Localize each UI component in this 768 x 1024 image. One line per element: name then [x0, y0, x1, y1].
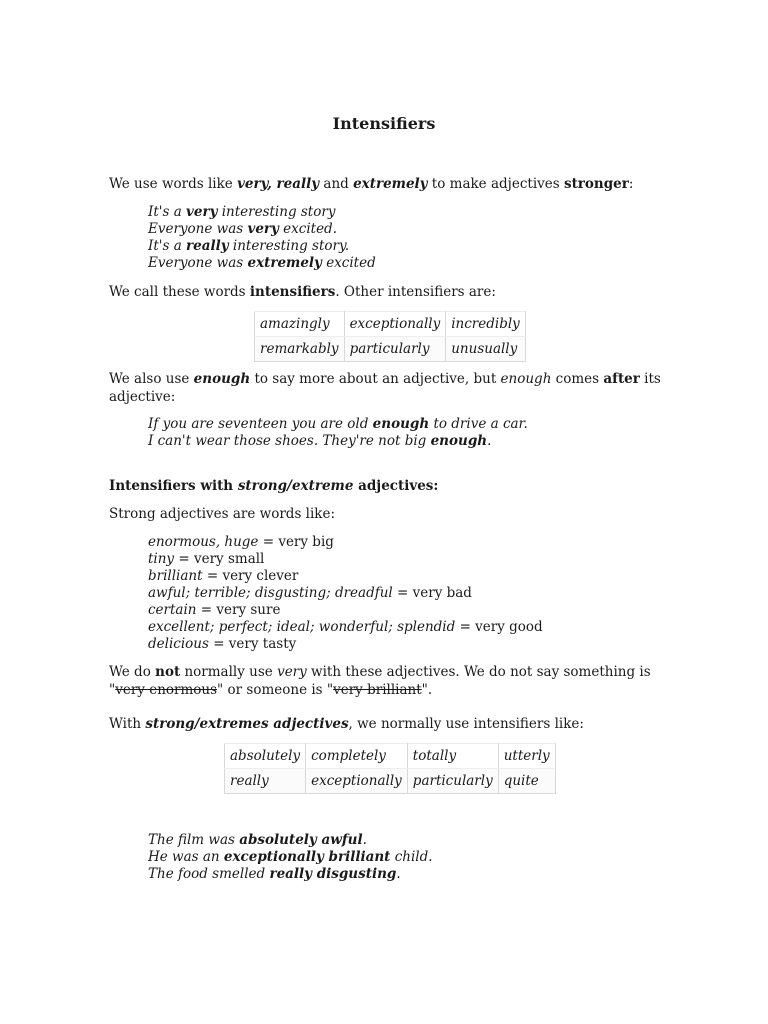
- table-cell: unusually: [446, 337, 526, 362]
- with-paragraph: With strong/extremes adjectives, we normally use intensifiers like:: [109, 716, 584, 732]
- strong-list-item: awful; terrible; disgusting; dreadful = very bad: [148, 585, 472, 601]
- table-row: [225, 744, 556, 769]
- example-line: It's a really interesting story.: [148, 238, 350, 254]
- table-row: [255, 337, 526, 362]
- page-title: Intensifiers: [332, 114, 436, 133]
- example-line: If you are seventeen you are old enough to drive a car.: [148, 416, 528, 432]
- intro-paragraph: We use words like very, really and extremely to make adjectives stronger:: [109, 176, 634, 192]
- strong-intro: Strong adjectives are words like:: [109, 506, 336, 522]
- call-paragraph: We call these words intensifiers. Other intensifiers are:: [109, 284, 496, 300]
- not-paragraph: We do not normally use very with these adjectives. We do not say something is: [109, 664, 651, 680]
- table-cell: exceptionally: [306, 769, 408, 794]
- table-row: [255, 312, 526, 337]
- table-cell: totally: [407, 744, 498, 769]
- not-paragraph-line2: "very enormous" or someone is "very brilliant".: [109, 682, 433, 698]
- table-cell: absolutely: [225, 744, 306, 769]
- table-cell: quite: [498, 769, 555, 794]
- example-line: He was an exceptionally brilliant child.: [148, 849, 433, 865]
- strong-list-item: excellent; perfect; ideal; wonderful; splendid = very good: [148, 619, 543, 635]
- table-cell: amazingly: [255, 312, 345, 337]
- example-line: The food smelled really disgusting.: [148, 866, 401, 882]
- table-cell: exceptionally: [344, 312, 446, 337]
- table-cell: particularly: [407, 769, 498, 794]
- enough-paragraph: We also use enough to say more about an adjective, but enough comes after its: [109, 371, 661, 387]
- strong-list-item: brilliant = very clever: [148, 568, 299, 584]
- table-cell: really: [225, 769, 306, 794]
- strong-list-item: delicious = very tasty: [148, 636, 297, 652]
- table-cell: particularly: [344, 337, 446, 362]
- section-heading: Intensifiers with strong/extreme adjectives:: [109, 478, 439, 494]
- example-line: Everyone was extremely excited: [148, 255, 376, 271]
- strong-list-item: enormous, huge = very big: [148, 534, 334, 550]
- example-line: Everyone was very excited.: [148, 221, 337, 237]
- strong-intensifiers-table: [224, 743, 556, 794]
- table-cell: utterly: [498, 744, 555, 769]
- intensifiers-table: [254, 311, 526, 362]
- table-cell: completely: [306, 744, 408, 769]
- example-line: I can't wear those shoes. They're not big enough.: [148, 433, 492, 449]
- strong-list-item: certain = very sure: [148, 602, 281, 618]
- table-row: [225, 769, 556, 794]
- table-cell: incredibly: [446, 312, 526, 337]
- table-cell: remarkably: [255, 337, 345, 362]
- example-line: The film was absolutely awful.: [148, 832, 367, 848]
- example-line: It's a very interesting story: [148, 204, 336, 220]
- strong-list-item: tiny = very small: [148, 551, 265, 567]
- enough-paragraph-line2: adjective:: [109, 389, 176, 405]
